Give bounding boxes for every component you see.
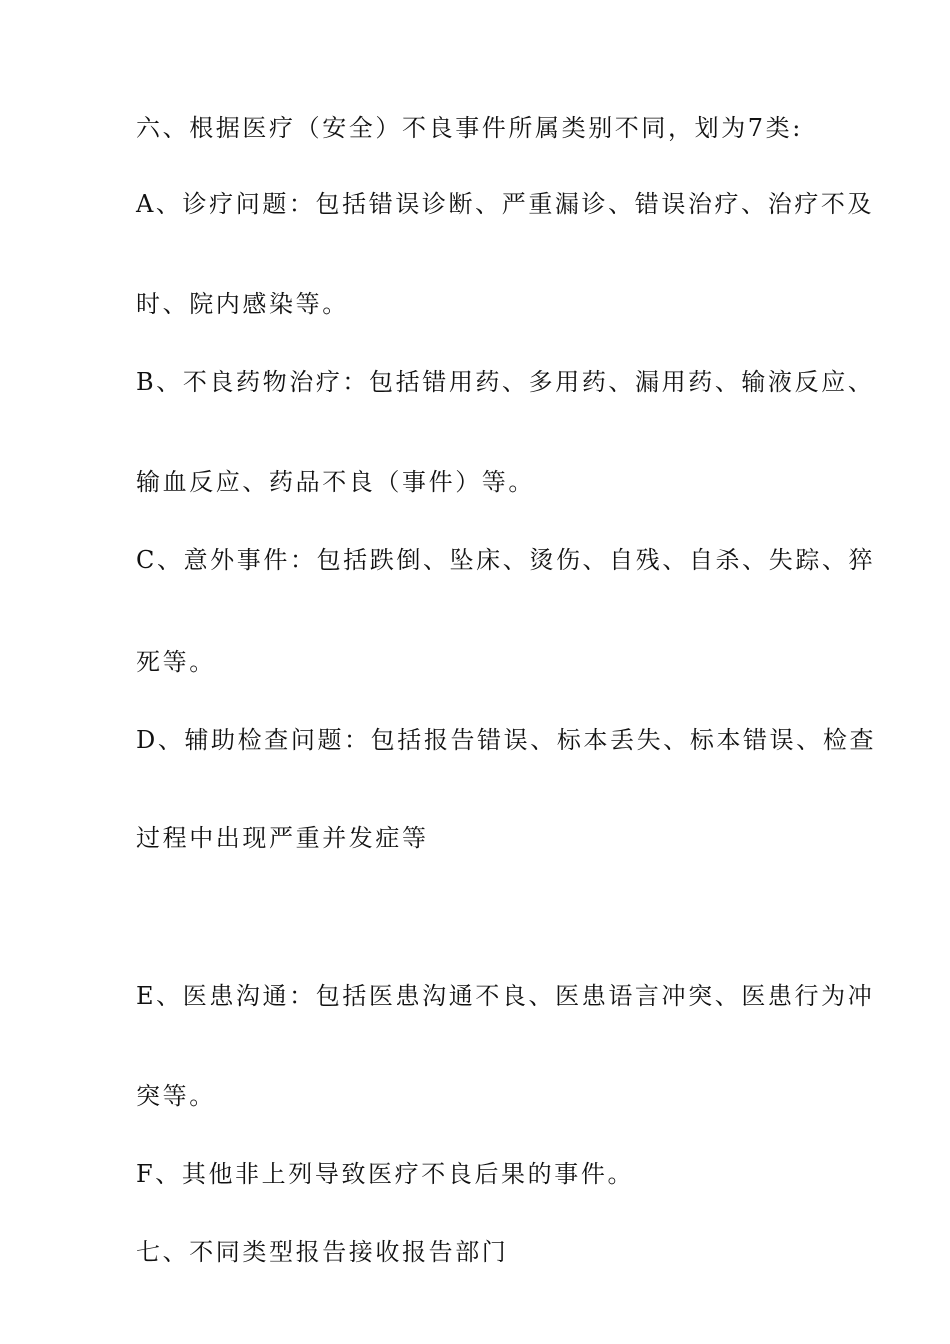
category-c-line-2: 死等。 xyxy=(136,648,216,676)
category-c-line-1: C、意外事件：包括跌倒、坠床、烫伤、自残、自杀、失踪、猝 xyxy=(136,546,876,574)
category-d-line-1: D、辅助检查问题：包括报告错误、标本丢失、标本错误、检查 xyxy=(136,726,877,754)
category-e-line-1: E、医患沟通：包括医患沟通不良、医患语言冲突、医患行为冲 xyxy=(136,982,875,1010)
category-b-line-1: B、不良药物治疗：包括错用药、多用药、漏用药、输液反应、 xyxy=(136,368,875,396)
category-d-line-2: 过程中出现严重并发症等 xyxy=(136,824,429,852)
category-f-line: F、其他非上列导致医疗不良后果的事件。 xyxy=(136,1160,635,1188)
category-e-line-2: 突等。 xyxy=(136,1082,216,1110)
section-six-heading: 六、根据医疗（安全）不良事件所属类别不同，划为7类: xyxy=(136,114,803,142)
category-a-line-2: 时、院内感染等。 xyxy=(136,290,349,318)
category-a-line-1: A、诊疗问题：包括错误诊断、严重漏诊、错误治疗、治疗不及 xyxy=(136,190,875,218)
category-b-line-2: 输血反应、药品不良（事件）等。 xyxy=(136,468,535,496)
section-seven-heading: 七、不同类型报告接收报告部门 xyxy=(136,1238,509,1266)
